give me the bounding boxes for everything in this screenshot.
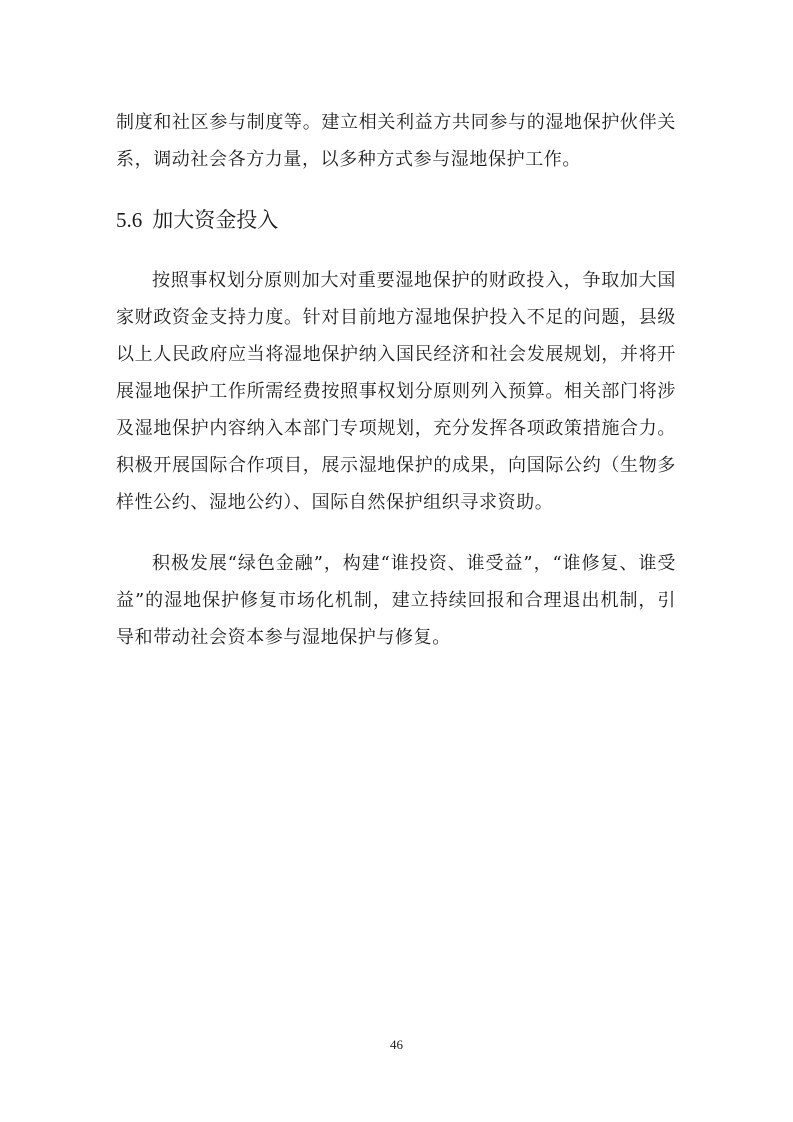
section-title: 加大资金投入 — [152, 208, 279, 232]
body-paragraph-green-finance: 积极发展“绿色金融”，构建“谁投资、谁受益”，“谁修复、谁受益”的湿地保护修复市场化机制，建立持续回报和合理退出机制，引导和带动社会资本参与湿地保护与修复。 — [116, 553, 676, 648]
page-number: 46 — [390, 1037, 403, 1052]
body-paragraph-funding: 按照事权划分原则加大对重要湿地保护的财政投入，争取加大国家财政资金支持力度。针对目前地方湿地保护投入不足的问题，县级以上人民政府应当将湿地保护纳入国民经济和社会发展规划，并将开展湿地保护工作所需经费按照事权划分原则列入预算。相关部门将涉及湿地保护内容纳入本部门专项规划，充分发挥各项政策措施合力。积极开展国际合作项目，展示湿地保护的成果，向国际公约（生物多样性公约、湿地公约）、国际自然保护组织寻求资助。 — [116, 270, 676, 513]
section-number: 5.6 — [116, 208, 143, 232]
intro-paragraph: 制度和社区参与制度等。建立相关利益方共同参与的湿地保护伙伴关系，调动社会各方力量，以多种方式参与湿地保护工作。 — [116, 112, 676, 170]
section-heading — [116, 204, 278, 236]
